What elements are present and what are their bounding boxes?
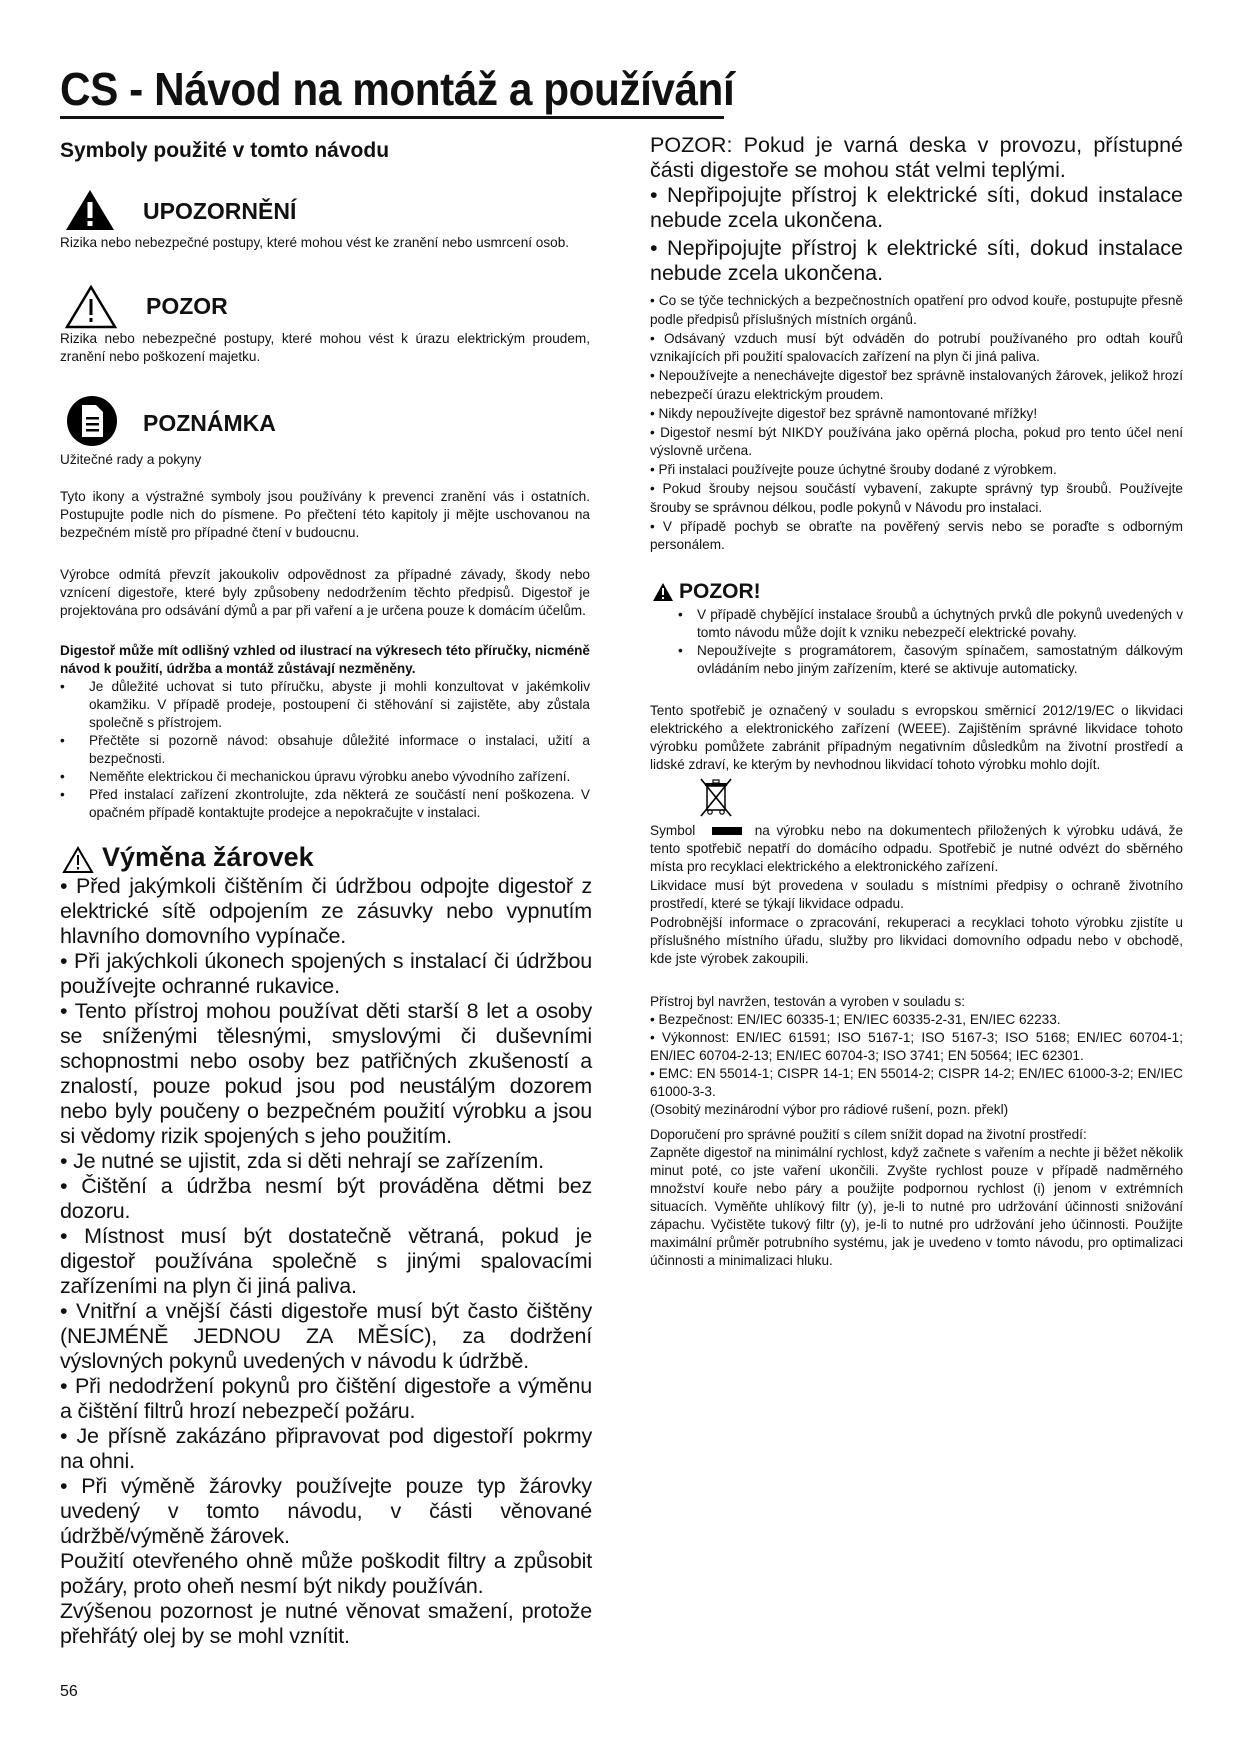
paragraph: • Místnost musí být dostatečně větraná, pokud je digestoř používána společně s jinými spalovacími zařízeními na plyn či jiná paliva. xyxy=(60,1224,592,1298)
caution-text: Rizika nebo nebezpečné postupy, které mohou vést k úrazu elektrickým proudem, zranění nebo poškození majetku. xyxy=(60,331,590,364)
paragraph: Zvýšenou pozornost je nutné věnovat smažení, protože přehřátý olej by se mohl vznítit. xyxy=(60,1599,592,1648)
crossed-bin-icon xyxy=(698,776,734,818)
paragraph: • Vnitřní a vnější části digestoře musí být často čištěny (NEJMÉNĚ JEDNOU ZA MĚSÍC), za dodržení výslovných pokynů uvedených v návodu k údržbě. xyxy=(60,1299,592,1373)
list-item: • Výkonnost: EN/IEC 61591; ISO 5167-1; ISO 5167-3; ISO 5168; EN/IEC 60704-1; EN/IEC 60704-2-13; EN/IEC 60704-3; ISO 3741; EN 50564; IEC 62301. xyxy=(650,1030,1183,1063)
paragraph: Použití otevřeného ohně může poškodit filtry a způsobit požáry, proto oheň nesmí být nikdy používán. xyxy=(60,1549,592,1598)
note-label: POZNÁMKA xyxy=(143,410,276,436)
title-underline xyxy=(60,116,724,119)
intro-bold-note: Digestoř může mít odlišný vzhled od ilustrací na výkresech této příručky, nicméně návod k použití, údržba a montáž zůstávají nezměněny. xyxy=(60,643,590,676)
paragraph: • Při nedodržení pokynů pro čištění digestoře a výměnu a čištění filtrů hrozí nebezpečí požáru. xyxy=(60,1374,592,1423)
right-safety-list xyxy=(650,292,1183,555)
list-item: • Přečtěte si pozorně návod: obsahuje důležité informace o instalaci, užití a bezpečnosti. xyxy=(60,732,590,768)
standards-intro: Přístroj byl navržen, testován a vyroben v souladu s: xyxy=(650,994,966,1009)
intro-bullet-list xyxy=(60,678,590,822)
paragraph: POZOR: Pokud je varná deska v provozu, přístupné části digestoře se mohou stát velmi teplými. xyxy=(650,133,1183,182)
paragraph: • Je nutné se ujistit, zda si děti nehrají se zařízením. xyxy=(60,1149,544,1173)
right-warning-block xyxy=(650,133,1183,286)
pozor-label: POZOR! xyxy=(679,580,761,603)
bulb-warning-icon xyxy=(62,846,94,874)
page-title: CS - Návod na montáž a používání xyxy=(60,63,735,115)
eco-text: Zapněte digestoř na minimální rychlost, když začnete s vařením a nechte ji běžet několik minut poté, co jste vaření ukončili. Zvyšte rychlost pouze v případě nadměrného množství kouře nebo páry a použijte podpornou rychlost (i) jenom v extrémních situacích. Vyměňte uhlíkový filtr (y), je-li to nutné pro udržování účinnosti snižování zápachu. Vyčistěte tukový filtr (y), je-li to nutné pro udržování jeho účinnosti. Použijte maximální průměr potrubního systému, jak je uvedeno v tomto návodu, pro optimalizaci účinnosti a minimalizaci hluku. xyxy=(650,1145,1183,1268)
list-item: • EMC: EN 55014-1; CISPR 14-1; EN 55014-2; CISPR 14-2; EN/IEC 61000-3-2; EN/IEC 61000-3-3. xyxy=(650,1066,1183,1099)
paragraph: • Při výměně žárovky používejte pouze typ žárovky uvedený v tomto návodu, v části věnované údržbě/výměně žárovek. xyxy=(60,1474,592,1548)
paragraph: • Nepřipojujte přístroj k elektrické síti, dokud instalace nebude zcela ukončena. xyxy=(650,183,1183,232)
list-item: • Co se týče technických a bezpečnostních opatření pro odvod kouře, postupujte přesně podle předpisů příslušných místních orgánů. xyxy=(650,293,1183,327)
list-item: • Bezpečnost: EN/IEC 60335-1; EN/IEC 60335-2-31, EN/IEC 62233. xyxy=(650,1012,1061,1027)
caution-label: POZOR xyxy=(146,293,228,319)
list-item: • Nepoužívejte a nenechávejte digestoř bez správně instalovaných žárovek, jelikož hrozí nebezpečí úrazu elektrickým proudem. xyxy=(650,368,1183,402)
list-item: • Neměňte elektrickou či mechanickou úpravu výrobku anebo vývodního zařízení. xyxy=(60,768,590,786)
note-text: Užitečné rady a pokyny xyxy=(60,452,202,467)
weee-paragraph-1: Tento spotřebič je označený v souladu s evropskou směrnicí 2012/19/EC o likvidaci elektrického a elektronického zařízení (WEEE). Zajištěním správné likvidace tohoto výrobku pomůžete zabránit případným negativním důsledkům na životní prostředí a lidské zdraví, ke kterým by nevhodnou likvidací tohoto výrobku mohlo dojít. xyxy=(650,703,1183,772)
page-number: 56 xyxy=(60,1683,78,1700)
warning-triangle-icon xyxy=(64,188,116,232)
note-document-icon xyxy=(66,395,118,447)
bulb-safety-text xyxy=(60,874,592,1649)
pozor-bullet-list xyxy=(678,606,1183,678)
paragraph: • Čištění a údržba nesmí být prováděna dětmi bez dozoru. xyxy=(60,1174,592,1223)
weee-paragraph-2 xyxy=(650,822,1183,876)
list-item: • Při instalaci používejte pouze úchytné šrouby dodané z výrobkem. xyxy=(650,462,1057,478)
standards-list xyxy=(650,1011,1183,1119)
list-item: • V případě chybějící instalace šroubů a úchytných prvků dle pokynů uvedených v tomto návodu může dojít k vzniku nebezpečí elektrické povahy. xyxy=(678,606,1183,642)
list-item: • Nepoužívejte s programátorem, časovým spínačem, samostatným dálkovým ovládáním nebo jiným zařízením, které se aktivuje automaticky. xyxy=(678,642,1183,678)
list-item: • Pokud šrouby nejsou součástí vybavení, zakupte správný typ šroubů. Používejte šrouby se správnou délkou, podle pokynů v Návodu pro instalaci. xyxy=(650,480,1183,515)
bulb-heading: Výměna žárovek xyxy=(102,842,314,872)
list-item: • Je důležité uchovat si tuto příručku, abyste ji mohli konzultovat v jakémkoliv okamžiku. V případě prodeje, postoupení či stěhování si zajistěte, aby zůstala společně s přístrojem. xyxy=(60,678,590,732)
list-item: (Osobitý mezinárodní výbor pro rádiové rušení, pozn. překl) xyxy=(650,1102,1009,1117)
symbol-word: Symbol xyxy=(650,823,696,838)
paragraph: • Při jakýchkoli úkonech spojených s instalací či údržbou používejte ochranné rukavice. xyxy=(60,949,592,998)
caution-triangle-icon xyxy=(64,284,118,330)
weee-paragraph-3: Likvidace musí být provedena v souladu s místními předpisy o ochraně životního prostředí, které se týkají likvidace odpadu. xyxy=(650,878,1183,911)
pozor-warning-icon xyxy=(652,582,674,602)
intro-paragraph-1: Tyto ikony a výstražné symboly jsou používány k prevenci zranění vás i ostatních. Postupujte podle nich do písmene. Po přečtení této kapitoly ji mějte uschovanou na bezpečném místě pro případné čtení v budoucnu. xyxy=(60,489,590,540)
black-bar-symbol xyxy=(712,827,742,835)
warning-label: UPOZORNĚNÍ xyxy=(143,198,297,224)
paragraph: • Je přísně zakázáno připravovat pod digestoří pokrmy na ohni. xyxy=(60,1424,592,1473)
list-item: • Nikdy nepoužívejte digestoř bez správně namontované mřížky! xyxy=(650,405,1038,421)
intro-paragraph-2: Výrobce odmítá převzít jakoukoliv odpovědnost za případné závady, škody nebo vznícení digestoře, které byly způsobeny nedodržením těchto předpisů. Digestoř je projektována pro odsávání dýmů a par při vaření a je určena pouze k domácím účelům. xyxy=(60,567,590,618)
weee-symbol-text: na výrobku nebo na dokumentech přiložených k výrobku udává, že tento spotřebič nepatří do domácího odpadu. Spotřebič je nutné odvézt do sběrného místa pro recyklaci elektrického a elektronického zařízení. xyxy=(650,823,1184,874)
list-item: • V případě pochyb se obraťte na pověřený servis nebo se poraďte s odborným personálem. xyxy=(650,518,1183,553)
list-item: • Odsávaný vzduch musí být odváděn do potrubí používaného pro odtah kouřů vznikajících při použití spalovacích zařízení na plyn či jiná paliva. xyxy=(650,330,1183,365)
paragraph: • Před jakýmkoli čištěním či údržbou odpojte digestoř z elektrické sítě odpojením ze zásuvky nebo vypnutím hlavního domovního vypínače. xyxy=(60,874,592,948)
paragraph: • Tento přístroj mohou používat děti starší 8 let a osoby se sníženými tělesnými, smyslovými či duševními schopnostmi nebo osoby bez patřičných zkušeností a znalostí, pouze pokud jsou pod neustálým dozorem nebo byly poučeny o bezpečném použití výrobku a jsou si vědomy rizik spojených s jeho použitím. xyxy=(60,999,592,1148)
paragraph: • Nepřipojujte přístroj k elektrické síti, dokud instalace nebude zcela ukončena. xyxy=(650,236,1183,285)
symbols-heading: Symboly použité v tomto návodu xyxy=(60,139,390,162)
weee-paragraph-4: Podrobnější informace o zpracování, rekuperaci a recyklaci tohoto výrobku zjistíte u příslušného místního úřadu, služby pro likvidaci domovního odpadu nebo v obchodě, kde jste výrobek zakoupili. xyxy=(650,915,1183,966)
warning-text: Rizika nebo nebezpečné postupy, které mohou vést ke zranění nebo usmrcení osob. xyxy=(60,235,570,250)
list-item: • Před instalací zařízení zkontrolujte, zda některá ze součástí není poškozena. V opačném případě kontaktujte prodejce a nepokračujte v instalaci. xyxy=(60,786,590,822)
list-item: • Digestoř nesmí být NIKDY používána jako opěrná plocha, pokud pro tento účel není výslovně určena. xyxy=(650,424,1183,459)
eco-heading: Doporučení pro správné použití s cílem snížit dopad na životní prostředí: xyxy=(650,1127,1087,1142)
